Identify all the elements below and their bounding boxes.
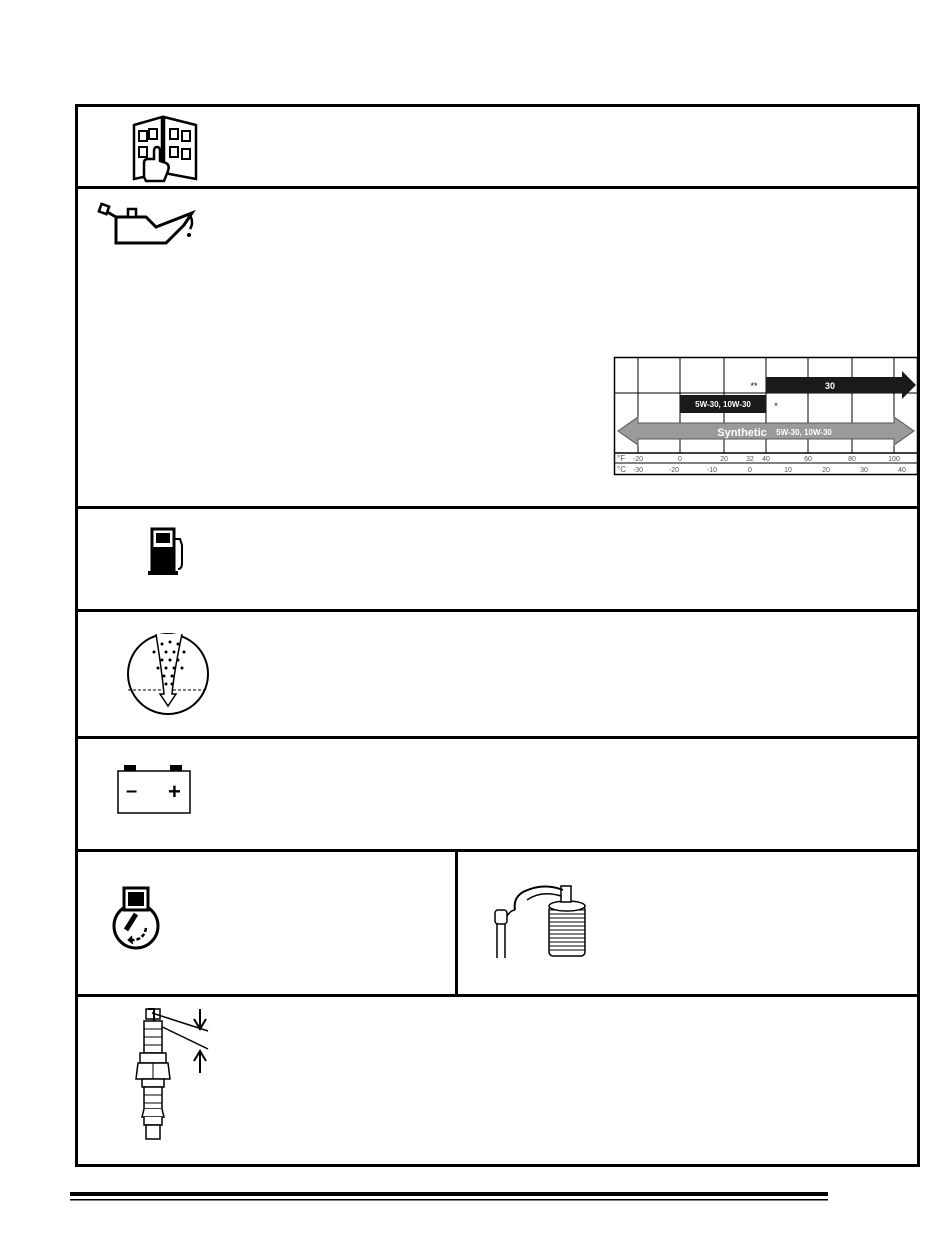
oil-can-icon	[100, 203, 190, 247]
celsius-unit-label: °C	[617, 465, 626, 474]
engine-speed-icon	[112, 886, 162, 950]
fahrenheit-tick-label: 0	[678, 456, 682, 463]
fahrenheit-tick-label: 60	[804, 456, 812, 463]
column-divider	[455, 852, 458, 994]
section-spark-plug	[78, 997, 917, 1164]
maintenance-symbols-table	[75, 104, 920, 1167]
fahrenheit-unit-label: °F	[617, 454, 626, 463]
fahrenheit-tick-label: 100	[888, 456, 900, 463]
celsius-tick-label: -10	[706, 467, 718, 474]
oil-band-synthetic-label: Synthetic	[717, 427, 767, 439]
oil-band-5w30-10w30-marker: *	[774, 401, 778, 411]
spark-plug-gap-icon	[128, 1005, 218, 1145]
oil-band-30-label: 30	[824, 381, 836, 391]
oil-band-30-marker: **	[750, 381, 758, 391]
section-engine-rpm-ignition	[78, 852, 917, 997]
section-engine-oil	[78, 189, 917, 509]
battery-negative-label: –	[126, 780, 138, 802]
section-fuel	[78, 509, 917, 612]
footer-rule	[70, 1192, 828, 1202]
celsius-tick-label: 40	[898, 467, 906, 474]
oil-band-5w30-10w30-label: 5W-30, 10W-30	[695, 400, 751, 409]
celsius-tick-label: 10	[784, 467, 792, 474]
celsius-tick-label: 20	[822, 467, 830, 474]
battery-icon	[116, 763, 192, 815]
celsius-tick-label: 0	[748, 467, 752, 474]
oil-band-synthetic-sublabel: 5W-30, 10W-30	[776, 428, 832, 437]
fahrenheit-tick-label: 20	[720, 456, 728, 463]
fahrenheit-tick-label: 32	[746, 456, 754, 463]
fahrenheit-tick-label: 80	[848, 456, 856, 463]
owners-manual-icon	[130, 115, 200, 181]
section-battery	[78, 739, 917, 852]
battery-positive-label: +	[168, 779, 181, 804]
oil-viscosity-chart	[614, 357, 918, 475]
fuel-pump-icon	[148, 527, 188, 577]
celsius-tick-label: -30	[632, 467, 644, 474]
section-air-filter	[78, 612, 917, 739]
celsius-tick-label: -20	[668, 467, 680, 474]
air-filter-icon	[126, 632, 210, 716]
fahrenheit-tick-label: -20	[632, 456, 644, 463]
section-owners-manual	[78, 107, 917, 189]
fahrenheit-tick-label: 40	[762, 456, 770, 463]
ignition-coil-icon	[493, 880, 593, 960]
celsius-tick-label: 30	[860, 467, 868, 474]
